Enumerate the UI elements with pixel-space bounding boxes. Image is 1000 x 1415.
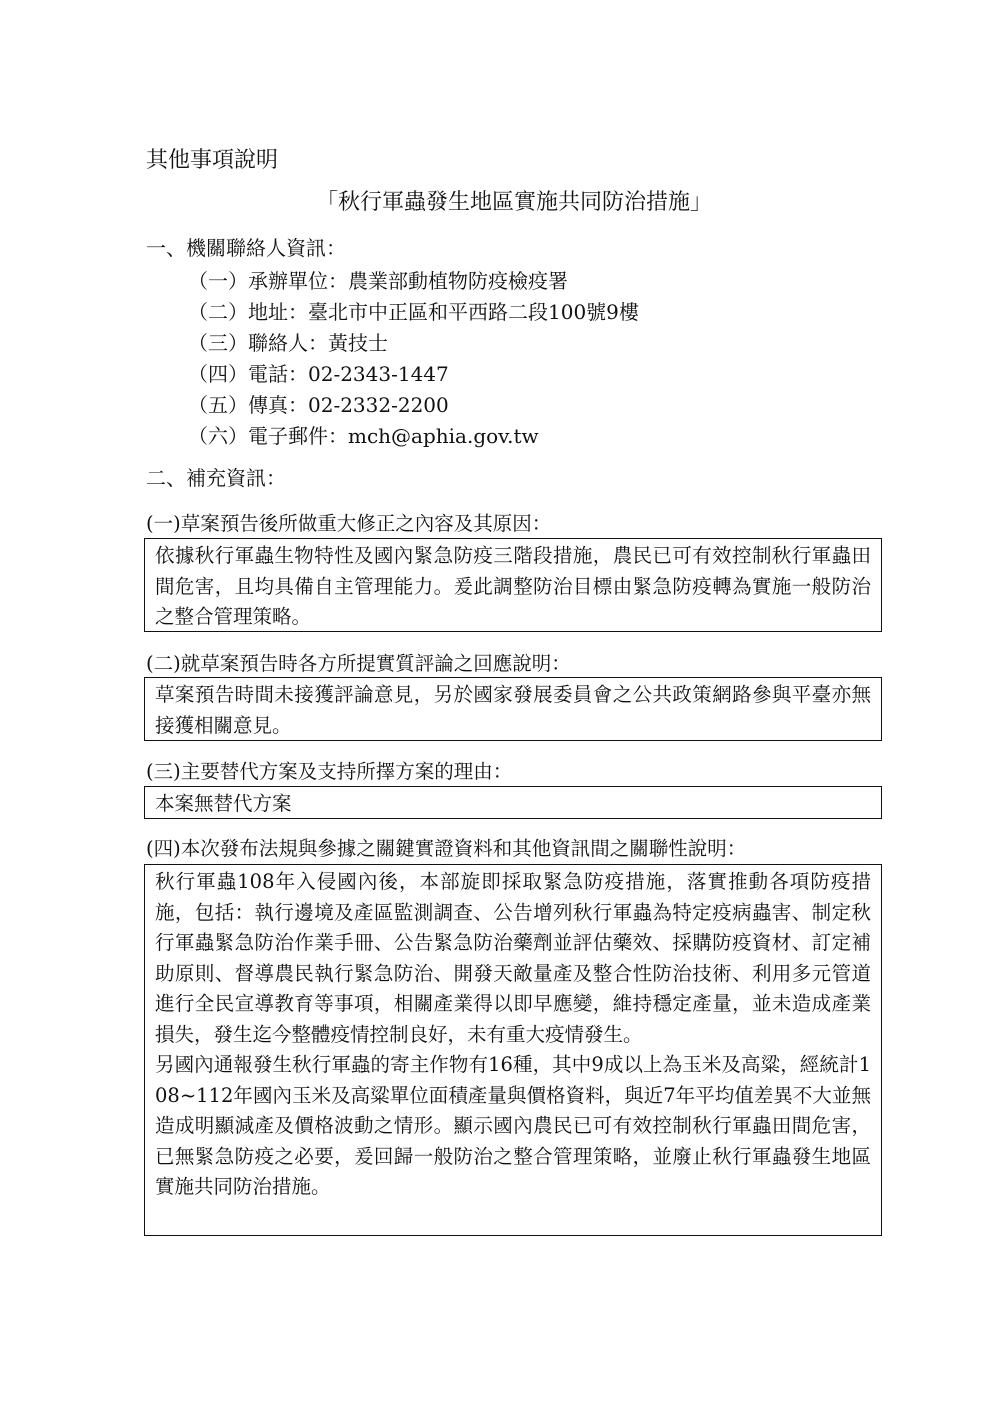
contact-fax: （五）傳真：02-2332-2200 — [188, 393, 449, 417]
subsection-evidence-paragraph-2: 另國內通報發生秋行軍蟲的寄主作物有16種，其中9成以上為玉米及高粱，經統計108~112年國內玉米及高粱單位面積產量與價格資料，與近7年平均值差異不大並無造成明顯減產及價格波動之情形。顯示國內農民已可有效控制秋行軍蟲田間危害，已無緊急防疫之必要，爰回歸一般防治之整合管理策略，並廢止秋行軍蟲發生地區實施共同防治措施。 — [155, 1053, 871, 1198]
subsection-alternatives-text: 本案無替代方案 — [155, 792, 292, 815]
contact-person: （三）聯絡人：黃技士 — [188, 331, 388, 355]
subsection-responses-title: (二)就草案預告時各方所提實質評論之回應說明： — [146, 652, 571, 675]
contact-email: （六）電子郵件：mch@aphia.gov.tw — [188, 424, 539, 448]
section-contact-title: 一、機關聯絡人資訊： — [146, 236, 346, 260]
contact-unit: （一）承辦單位：農業部動植物防疫檢疫署 — [188, 269, 568, 293]
contact-info-list — [188, 266, 639, 452]
contact-address: （二）地址：臺北市中正區和平西路二段100號9樓 — [188, 300, 639, 324]
subsection-revisions-text: 依據秋行軍蟲生物特性及國內緊急防疫三階段措施，農民已可有效控制秋行軍蟲田間危害，且均具備自主管理能力。爰此調整防治目標由緊急防疫轉為實施一般防治之整合管理策略。 — [155, 544, 871, 628]
subsection-responses-text: 草案預告時間未接獲評論意見，另於國家發展委員會之公共政策網路參與平臺亦無接獲相關意見。 — [155, 683, 871, 737]
subsection-evidence-box — [144, 864, 882, 1236]
section-supplementary-title: 二、補充資訊： — [146, 466, 286, 490]
subsection-revisions-box — [144, 538, 882, 632]
subsection-evidence-title: (四)本次發布法規與參據之關鍵實證資料和其他資訊間之關聯性說明： — [146, 837, 747, 860]
subsection-alternatives-box — [144, 786, 882, 819]
subsection-alternatives-title: (三)主要替代方案及支持所擇方案的理由： — [146, 760, 513, 783]
document-title: 「秋行軍蟲發生地區實施共同防治措施」 — [315, 190, 712, 215]
subsection-responses-box — [144, 677, 882, 741]
contact-phone: （四）電話：02-2343-1447 — [188, 362, 449, 386]
page-heading: 其他事項說明 — [146, 148, 279, 173]
subsection-evidence-paragraph-1: 秋行軍蟲108年入侵國內後，本部旋即採取緊急防疫措施，落實推動各項防疫措施，包括：執行邊境及產區監測調查、公告增列秋行軍蟲為特定疫病蟲害、制定秋行軍蟲緊急防治作業手冊、公告緊急防治藥劑並評估藥效、採購防疫資材、訂定補助原則、督導農民執行緊急防治、開發天敵量產及整合性防治技術、利用多元管道進行全民宣導教育等事項，相關產業得以即早應變，維持穩定產量，並未造成產業損失，發生迄今整體疫情控制良好，未有重大疫情發生。 — [155, 870, 871, 1046]
subsection-revisions-title: (一)草案預告後所做重大修正之內容及其原因： — [146, 512, 552, 535]
